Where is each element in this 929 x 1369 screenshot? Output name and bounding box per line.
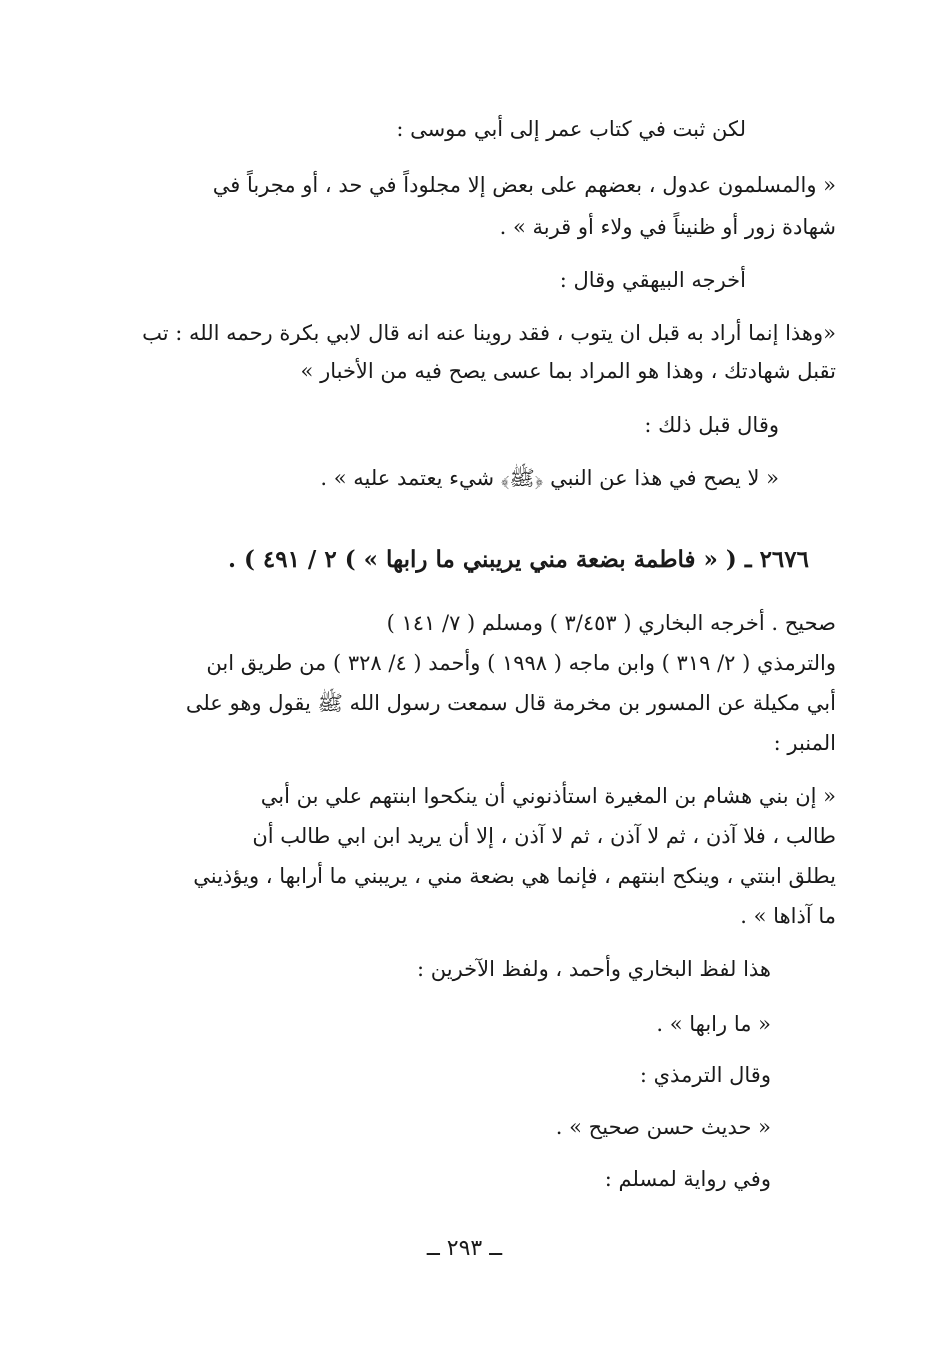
text-line: أبي مكيلة عن المسور بن مخرمة قال سمعت رسول الله ﷺ يقول وهو على (185, 691, 836, 715)
text-line: طالب ، فلا آذن ، ثم لا آذن ، ثم لا آذن ، إلا أن يريد ابن ابي طالب أن (252, 824, 836, 848)
text-line: « ما رابها » . (656, 1012, 771, 1036)
text-line: هذا لفظ البخاري وأحمد ، ولفظ الآخرين : (417, 957, 771, 981)
text-line: ما آذاها » . (740, 904, 836, 928)
text-line: شهادة زور أو ظنيناً في ولاء أو قربة » . (499, 215, 836, 239)
text-line: لكن ثبت في كتاب عمر إلى أبي موسى : (396, 117, 746, 141)
page-number: ــ ٢٩٣ ــ (426, 1236, 503, 1261)
text-line: المنبر : (773, 731, 836, 755)
text-line: وقال قبل ذلك : (644, 413, 779, 437)
hadith-heading: ٢٦٧٦ ـ ( « فاطمة بضعة مني يريبني ما رابها » ) ٢ / ٤٩١ ) . (227, 546, 809, 573)
text-line: والترمذي ( ٢/ ٣١٩ ) وابن ماجه ( ١٩٩٨ ) وأحمد ( ٤/ ٣٢٨ ) من طريق ابن (206, 651, 836, 675)
text-line: « لا يصح في هذا عن النبي ﴿ﷺ﴾ شيء يعتمد عليه » . (320, 466, 779, 490)
text-line: يطلق ابنتي ، وينكح ابنتهم ، فإنما هي بضعة مني ، يريبني ما أرابها ، ويؤذيني (193, 864, 836, 888)
text-line: تقبل شهادتك ، وهذا هو المراد بما عسى يصح فيه من الأخبار » (300, 359, 836, 383)
text-line: «وهذا إنما أراد به قبل ان يتوب ، فقد روينا عنه انه قال لابي بكرة رحمه الله : تب (142, 321, 836, 345)
text-line: وقال الترمذي : (639, 1063, 771, 1087)
text-line: وفي رواية لمسلم : (604, 1167, 771, 1191)
text-line: « والمسلمون عدول ، بعضهم على بعض إلا مجلوداً في حد ، أو مجرباً في (212, 173, 836, 197)
text-line: أخرجه البيهقي وقال : (559, 268, 746, 292)
text-line: « حديث حسن صحيح » . (555, 1115, 771, 1139)
text-line: صحيح . أخرجه البخاري ( ٣/٤٥٣ ) ومسلم ( ٧/ ١٤١ ) (386, 611, 836, 635)
text-line: « إن بني هشام بن المغيرة استأذنوني أن ينكحوا ابنتهم علي بن أبي (260, 784, 836, 808)
